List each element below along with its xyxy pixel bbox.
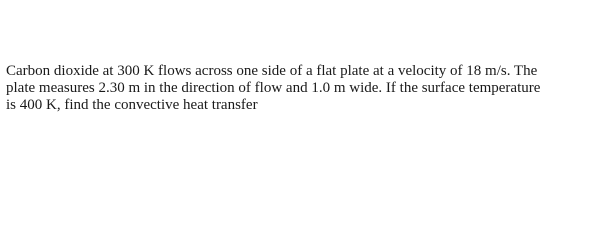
- problem-statement: [6, 63, 601, 114]
- problem-line-2: plate measures 2.30 m in the direction of flow and 1.0 m wide. If the surface temperature: [6, 80, 541, 96]
- problem-line-1: Carbon dioxide at 300 K flows across one side of a flat plate at a velocity of 18 m/s. The: [6, 63, 538, 79]
- problem-line-3: is 400 K, find the convective heat transfer: [6, 97, 258, 113]
